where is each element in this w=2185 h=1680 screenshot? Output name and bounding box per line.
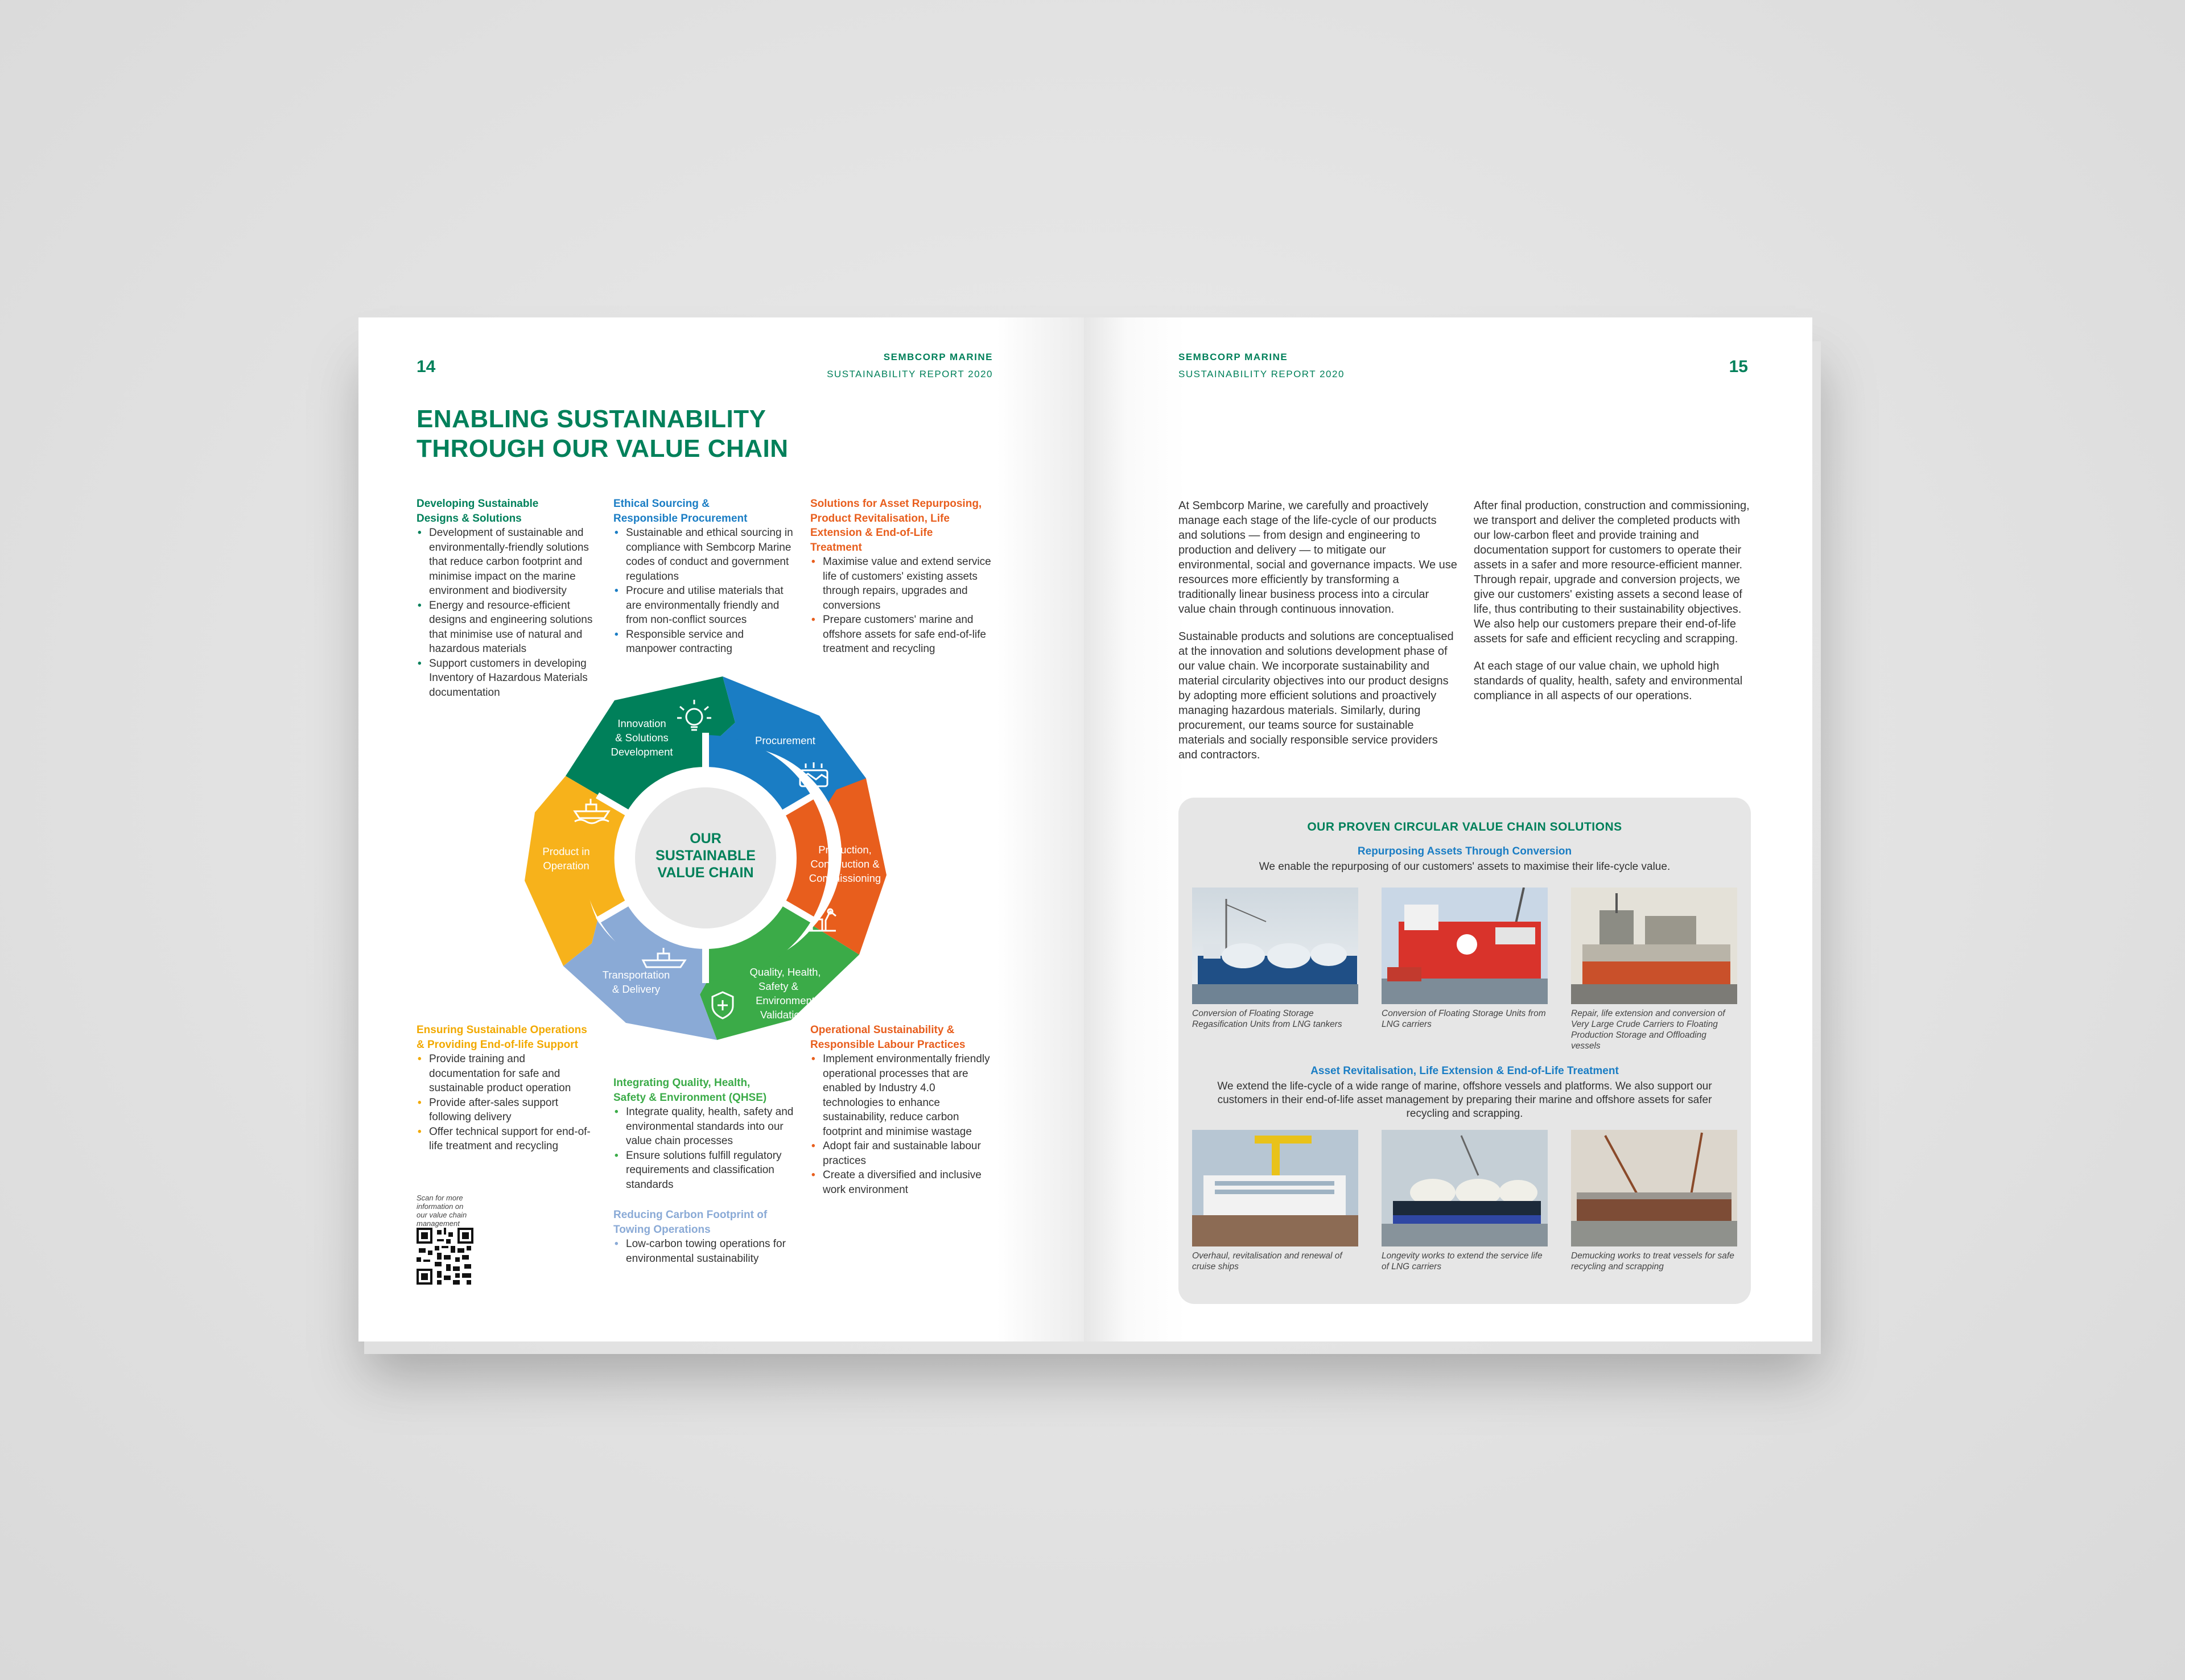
report-name: SUSTAINABILITY REPORT 2020 [1178,369,1345,379]
circular-solutions-panel [1178,798,1751,1304]
panel-subtitle-revitalisation: Asset Revitalisation, Life Extension & End-of-Life Treatment [1310,1065,1619,1077]
list-item: • Ensure solutions fulfill regulatory requirements and classification standards [613,1149,795,1192]
caption-lng: Longevity works to extend the service life of LNG carriers [1382,1251,1543,1272]
block-heading: Operational Sustainability & Responsible Labour Practices [810,1024,966,1051]
report-header-left [827,349,993,383]
right-page [1084,317,1812,1341]
list-item: • Low-carbon towing operations for environmental sustainability [613,1237,795,1266]
brand-name: SEMBCORP MARINE [1178,352,1288,362]
panel-title: OUR PROVEN CIRCULAR VALUE CHAIN SOLUTIONS [1307,820,1622,833]
photo-demucking-works [1571,1130,1737,1246]
svg-text:Commissioning: Commissioning [809,872,881,884]
brand-name: SEMBCORP MARINE [883,352,993,362]
page-title: ENABLING SUSTAINABILITY THROUGH OUR VALUE CHAIN [417,405,789,463]
paragraph: At Sembcorp Marine, we carefully and proactively manage each stage of the life-cycle of our products and solutions — from design and engineering to production and delivery — to mitigate our environmental, social and governance impacts. We use resources more efficiently by transforming a traditionally linear business process into a circular value chain through continuous innovation. [1178,500,1457,616]
svg-text:Safety &: Safety & [758,980,798,992]
block-towing [613,1208,795,1266]
list-item: • Procure and utilise materials that are environmentally friendly and from non-conflict sources [613,584,795,628]
block-heading: Integrating Quality, Health, Safety & Environment (QHSE) [613,1077,767,1104]
list-item: • Prepare customers' marine and offshore assets for safe end-of-life treatment and recycling [810,613,998,657]
photo-cruise-ship-overhaul [1192,1130,1358,1246]
block-repurposing [810,497,998,657]
photo-lng-carrier-longevity [1382,1130,1548,1246]
svg-text:Construction &: Construction & [810,858,880,870]
block-heading: Solutions for Asset Repurposing, Product Revitalisation, Life Extension & End-of-Life Treatment [810,498,982,554]
qr-note: Scan for more information on our value chain management [417,1194,467,1228]
page-number-left: 14 [417,357,436,376]
block-qhse [613,1076,795,1192]
svg-text:VALUE CHAIN: VALUE CHAIN [657,865,754,881]
block-designs [417,497,593,700]
list-item: • Responsible service and manpower contracting [613,628,795,657]
panel-description-conversion: We enable the repurposing of our customers' assets to maximise their life-cycle value. [1259,861,1671,873]
caption-cruise: Overhaul, revitalisation and renewal of cruise ships [1192,1251,1342,1272]
report-header-right [1178,349,1345,383]
list-item: • Provide after-sales support following delivery [417,1096,599,1125]
photo-vlcc-fpso-conversion [1571,888,1737,1004]
caption-demucking: Demucking works to treat vessels for safe recycling and scrapping [1571,1251,1734,1272]
caption-fsu: Conversion of Floating Storage Units from LNG carriers [1382,1009,1546,1029]
svg-text:Operation: Operation [543,860,589,872]
photo-fsru-conversion [1192,888,1358,1004]
paragraph: Sustainable products and solutions are conceptualised at the innovation and solutions development phase of our value chain. We incorporate sustainability and material circularity objectives into our product designs by adopting more efficient solutions and proactively managing hazardous materials. Similarly, during procurement, our teams source for sustainable materials and socially responsible service providers and contractors. [1178,630,1454,761]
list-item: • Implement environmentally friendly operational processes that are enabled by Industry 4.0 technologies to enhance sustainability, reduce carbon footprint and minimise wastage [810,1052,998,1139]
svg-text:SUSTAINABLE: SUSTAINABLE [656,848,756,864]
report-name: SUSTAINABILITY REPORT 2020 [827,369,993,379]
photo-fsu-conversion [1382,888,1548,1004]
segment-label-procurement: Procurement [755,734,815,746]
intro-column-1 [1178,498,1457,775]
block-operations [417,1023,599,1154]
list-item: • Sustainable and ethical sourcing in compliance with Sembcorp Marine codes of conduct and government regulations [613,526,795,584]
segment-label-production: Production, [818,844,872,856]
caption-fpso: Repair, life extension and conversion of Very Large Crude Carriers to Floating Production Storage and Offloading vessels [1571,1009,1725,1051]
list-item: • Integrate quality, health, safety and environmental standards into our value chain processes [613,1105,795,1149]
block-heading: Developing Sustainable Designs & Solutions [417,498,539,525]
list-item: • Create a diversified and inclusive work environment [810,1168,998,1197]
list-item: • Development of sustainable and environmentally-friendly solutions that reduce carbon footprint and minimise impact on the marine environment and biodiversity [417,526,593,598]
paragraph: After final production, construction and commissioning, we transport and deliver the completed products with our low-carbon fleet and provide training and documentation support for customers to operate their assets in a safer and more resource-efficient manner. Through repair, upgrade and conversion projects, we give our customers' existing assets a second lease of life, thus contributing to their sustainability objectives. We also help our customers prepare their end-of-life assets for safe and efficient recycling and scrapping. [1474,500,1750,645]
segment-label-innovation: Innovation [617,717,666,729]
list-item: • Adopt fair and sustainable labour practices [810,1139,998,1168]
left-page [358,317,1084,1341]
block-heading: Ethical Sourcing & Responsible Procurement [613,498,748,525]
svg-text:Development: Development [611,746,673,758]
segment-label-transport: Transportation [602,969,670,981]
list-item: • Energy and resource-efficient designs and engineering solutions that minimise use of natural and hazardous materials [417,598,593,657]
svg-text:Environment: Environment [756,994,815,1006]
panel-subtitle-conversion: Repurposing Assets Through Conversion [1357,845,1572,857]
segment-label-product: Product in [542,845,590,857]
page-number-right: 15 [1729,357,1748,376]
caption-fsru: Conversion of Floating Storage Regasification Units from LNG tankers [1192,1009,1342,1029]
panel-description-revitalisation: We extend the life-cycle of a wide range of marine, offshore vessels and platforms. We also support our customers in their end-of-life asset management by preparing their marine and offshore assets for safer recycling and scrapping. [1217,1080,1712,1120]
block-heading: Ensuring Sustainable Operations & Providing End-of-life Support [417,1024,587,1051]
center-label: OUR [690,831,722,847]
qr-code-icon[interactable] [417,1228,473,1285]
list-item: • Maximise value and extend service life of customers' existing assets through repairs, upgrades and conversions [810,555,998,613]
svg-text:Validation: Validation [760,1009,806,1021]
block-labour [810,1023,998,1197]
segment-label-qhse: Quality, Health, [749,966,821,978]
block-sourcing [613,497,795,657]
list-item: • Offer technical support for end-of-life treatment and recycling [417,1125,599,1154]
list-item: • Provide training and documentation for safe and sustainable product operation [417,1052,599,1096]
block-heading: Reducing Carbon Footprint of Towing Operations [613,1209,768,1236]
intro-column-2 [1474,498,1753,716]
value-chain-wheel [518,670,893,1046]
svg-text:& Delivery: & Delivery [612,983,661,995]
list-item: • Support customers in developing Inventory of Hazardous Materials documentation [417,657,593,700]
svg-text:& Solutions: & Solutions [615,732,669,744]
paragraph: At each stage of our value chain, we uphold high standards of quality, health, safety and environmental compliance in all aspects of our operations. [1474,660,1743,702]
